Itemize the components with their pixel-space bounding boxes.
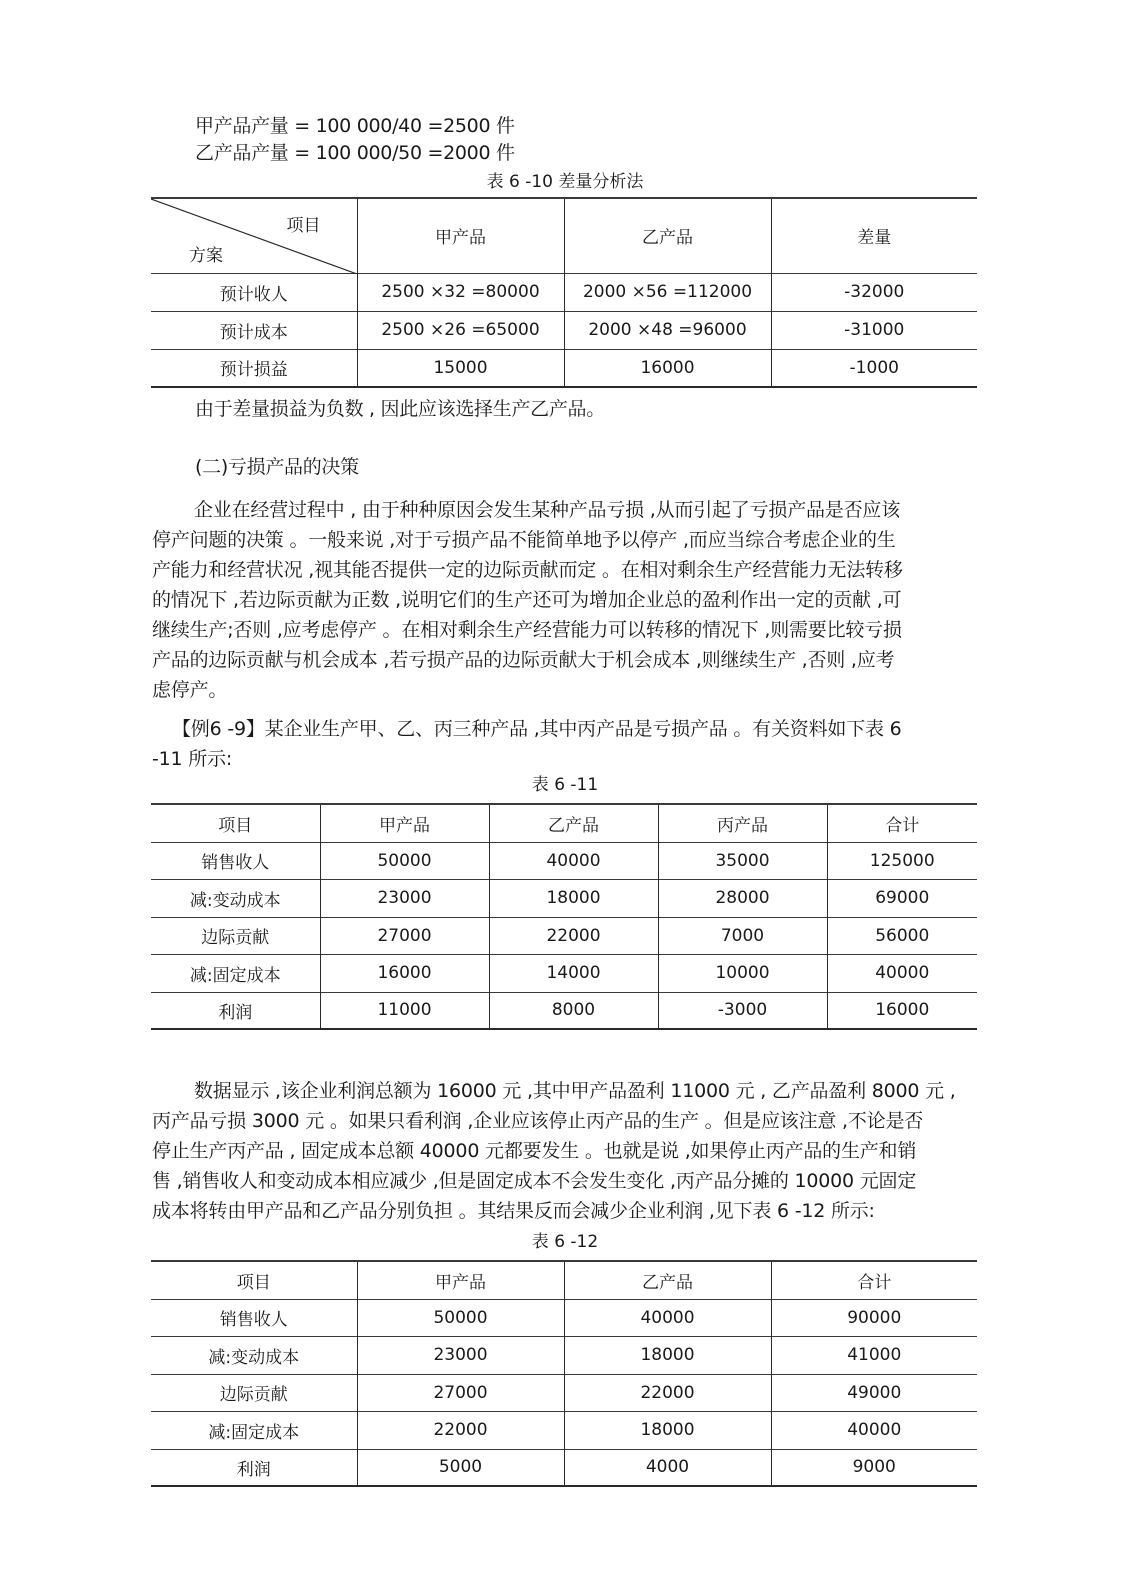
table-header-row [151,804,977,842]
table-header-row [151,1261,977,1299]
table-row [151,273,977,311]
table-row [151,842,977,879]
table-cell: -32000 [844,282,905,302]
table-cell: 9000 [852,1457,896,1478]
paragraph-loss-product [152,495,978,705]
table-cell: 23000 [357,1336,564,1374]
paragraph-line: 成本将转由甲产品和乙产品分别负担 。其结果反而会减少企业利润 ,见下表 6 -12 所示: [152,1200,875,1222]
table-cell: 50000 [357,1299,564,1336]
table-row [151,954,977,992]
table-cell: 50000 [320,842,489,879]
table-cell: 7000 [658,917,827,954]
column-header: 乙产品 [564,198,771,273]
table-6-11 [151,803,977,1030]
table-row [151,992,977,1029]
paragraph-line: 继续生产;否则 ,应考虑停产 。在相对剩余生产经营能力可以转移的情况下 ,则需要比较亏损 [152,619,902,641]
table-cell: 2000 ×56 =112000 [564,273,771,311]
paragraph-line: 丙产品亏损 3000 元 。如果只看利润 ,企业应该停止丙产品的生产 。但是应该注意 ,不论是否 [152,1110,924,1132]
paragraph-line: 售 ,销售收人和变动成本相应减少 ,但是固定成本不会发生变化 ,丙产品分摊的 10000 元固定 [152,1170,917,1192]
table-cell: 40000 [564,1299,771,1336]
conclusion-text: 由于差量损益为负数 , 因此应该选择生产乙产品。 [195,398,605,420]
row-label: 预计损益 [151,349,357,387]
formula-jia-output: 甲产品产量 = 100 000/40 =2500 件 [195,115,515,137]
table-cell: 18000 [564,1411,771,1449]
row-label: 预计成本 [151,311,357,349]
table-cell: 4000 [564,1449,771,1486]
table-cell: 2000 ×48 =96000 [564,311,771,349]
column-header: 差量 [857,228,892,249]
table-row [151,1299,977,1336]
table-cell: 10000 [658,954,827,992]
section-heading: (二)亏损产品的决策 [195,456,359,478]
table-cell: 14000 [489,954,658,992]
column-header: 项目 [151,1261,357,1299]
diagonal-line [151,199,357,274]
paragraph-line: 企业在经营过程中 , 由于种种原因会发生某种产品亏损 ,从而引起了亏损产品是否应该 [194,499,901,521]
table-row [151,1449,977,1486]
row-label: 利润 [151,992,320,1029]
table-cell: 41000 [847,1345,902,1365]
table-cell: 16000 [875,1000,930,1021]
table-cell: 22000 [564,1374,771,1411]
column-header: 项目 [151,804,320,842]
table-cell: -31000 [844,320,905,340]
row-label: 减:变动成本 [151,1336,357,1374]
column-header: 乙产品 [489,804,658,842]
column-header: 丙产品 [658,804,827,842]
paragraph-line: 停产问题的决策 。一般来说 ,对于亏损产品不能简单地予以停产 ,而应当综合考虑企业的生 [152,529,896,551]
table-cell: 18000 [489,879,658,917]
paragraph-line: 停止生产丙产品 , 固定成本总额 40000 元都要发生 。也就是说 ,如果停止丙产品的生产和销 [152,1140,917,1162]
table-row [151,879,977,917]
table-row [151,1374,977,1411]
paragraph-line: 的情况下 ,若边际贡献为正数 ,说明它们的生产还可为增加企业总的盈利作出一定的贡献 ,可 [152,589,902,611]
table-cell: 49000 [847,1382,902,1403]
table-cell: 40000 [875,963,930,983]
table-cell: 8000 [489,992,658,1029]
table-cell: 2500 ×26 =65000 [357,311,564,349]
table-6-10-caption: 表 6 -10 差量分析法 [486,172,644,192]
table-cell: -3000 [658,992,827,1029]
table-cell: 27000 [357,1374,564,1411]
table-cell: 35000 [658,842,827,879]
row-label: 减:固定成本 [151,1411,357,1449]
row-label: 边际贡献 [151,917,320,954]
column-header: 合计 [857,1272,892,1293]
column-header: 甲产品 [357,198,564,273]
column-header: 甲产品 [320,804,489,842]
table-cell: 28000 [658,879,827,917]
table-6-12-caption: 表 6 -12 [531,1232,599,1252]
table-cell: 27000 [320,917,489,954]
table-cell: 56000 [875,925,930,946]
formula-yi-output: 乙产品产量 = 100 000/50 =2000 件 [195,142,515,164]
table-cell: 11000 [320,992,489,1029]
table-cell: 90000 [847,1307,902,1328]
table-cell: 2500 ×32 =80000 [357,273,564,311]
table-cell: 16000 [320,954,489,992]
table-6-10 [151,197,977,388]
table-cell: 22000 [357,1411,564,1449]
table-cell: 40000 [489,842,658,879]
corner-label-plan: 方案 [189,246,223,266]
table-cell: 40000 [847,1420,902,1440]
table-cell: 22000 [489,917,658,954]
table-cell: -1000 [849,357,899,378]
column-header: 合计 [885,815,920,836]
table-cell: 5000 [357,1449,564,1486]
table-cell: 125000 [869,850,935,871]
table-6-12 [151,1260,977,1487]
paragraph-line: 虑停产。 [152,679,228,701]
paragraph-data-analysis [152,1076,978,1226]
row-label: 减:变动成本 [151,879,320,917]
table-cell: 18000 [564,1336,771,1374]
table-cell: 16000 [564,349,771,387]
table-row [151,917,977,954]
column-header: 乙产品 [564,1261,771,1299]
table-6-11-caption: 表 6 -11 [531,775,599,795]
paragraph-line: 【例6 -9】某企业生产甲、乙、丙三种产品 ,其中丙产品是亏损产品 。有关资料如下表 6 [172,718,902,740]
table-header-row [151,198,977,273]
table-row [151,349,977,387]
column-header: 甲产品 [357,1261,564,1299]
paragraph-line: 数据显示 ,该企业利润总额为 16000 元 ,其中甲产品盈利 11000 元 , 乙产品盈利 8000 元 , [194,1080,956,1102]
row-label: 利润 [151,1449,357,1486]
table-row [151,1336,977,1374]
paragraph-line: 产能力和经营状况 ,视其能否提供一定的边际贡献而定 。在相对剩余生产经营能力无法转移 [152,559,903,581]
row-label: 销售收人 [151,1299,357,1336]
row-label: 销售收人 [151,842,320,879]
row-label: 减:固定成本 [151,954,320,992]
row-label: 边际贡献 [151,1374,357,1411]
table-cell: 15000 [357,349,564,387]
example-6-9 [152,714,978,774]
paragraph-line: -11 所示: [152,748,233,770]
table-cell: 69000 [875,888,930,908]
row-label: 预计收人 [151,273,357,311]
corner-label-item: 项目 [286,216,321,236]
table-cell: 23000 [320,879,489,917]
paragraph-line: 产品的边际贡献与机会成本 ,若亏损产品的边际贡献大于机会成本 ,则继续生产 ,否则 ,应考 [152,649,895,671]
table-row [151,1411,977,1449]
diagonal-header-cell [151,198,357,273]
table-row [151,311,977,349]
